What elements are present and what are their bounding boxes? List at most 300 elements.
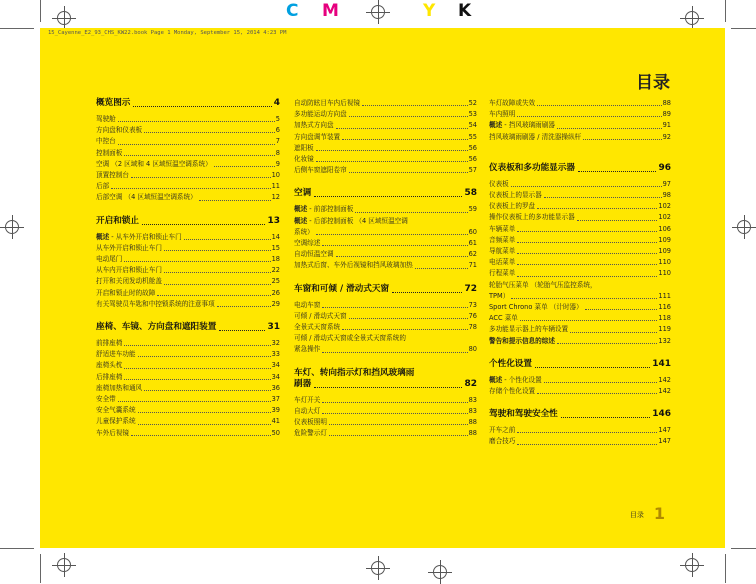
toc-section-heading[interactable] xyxy=(96,322,280,333)
leader-dots xyxy=(520,319,658,321)
crop-mark xyxy=(0,548,34,549)
entry-page-number: 32 xyxy=(271,339,280,348)
entry-label-wrap xyxy=(96,383,142,394)
entry-page-number: 56 xyxy=(468,143,477,152)
leader-dots xyxy=(544,196,662,198)
toc-entry[interactable] xyxy=(96,349,280,360)
entry-label-wrap xyxy=(96,136,116,147)
toc-entry[interactable] xyxy=(96,383,280,394)
leader-dots xyxy=(342,138,467,140)
registration-mark-icon xyxy=(52,553,76,577)
entry-page-number: 147 xyxy=(658,426,671,435)
toc-entry[interactable] xyxy=(294,216,477,238)
section-title: 开启和锁止 xyxy=(96,215,139,226)
entry-label-wrap xyxy=(489,212,575,223)
leader-dots xyxy=(138,423,271,425)
toc-entry[interactable] xyxy=(489,436,671,447)
entry-label: 仪表板照明 xyxy=(294,418,327,427)
entry-page-number: 9 xyxy=(275,159,280,168)
leader-dots xyxy=(537,392,657,394)
entry-label: 座椅头枕 xyxy=(96,361,123,370)
toc-section-heading[interactable] xyxy=(294,188,477,199)
toc-entry[interactable] xyxy=(96,338,280,349)
entry-page-number: 98 xyxy=(662,191,671,200)
entry-page-number: 132 xyxy=(658,336,671,345)
entry-page-number: 110 xyxy=(658,258,671,267)
entry-page-number: 92 xyxy=(662,132,671,141)
entry-label-wrap xyxy=(294,322,340,333)
toc-entry[interactable] xyxy=(96,254,280,265)
toc-entry[interactable] xyxy=(489,280,671,302)
registration-mark-icon xyxy=(366,0,390,24)
toc-entry[interactable] xyxy=(294,238,477,249)
entry-label: 车灯故障或失效 xyxy=(489,99,536,107)
toc-entry[interactable] xyxy=(294,395,477,406)
entry-label-wrap xyxy=(96,181,109,192)
entry-label: - 前部控制面板 xyxy=(307,205,354,214)
entry-label-wrap xyxy=(489,302,583,313)
entry-label: 导航菜单 xyxy=(489,247,516,256)
entry-page-number: 34 xyxy=(271,361,280,370)
entry-label: 警告和提示信息的综述 xyxy=(489,336,555,345)
entry-label-cont: 紧急操作 xyxy=(294,345,321,354)
section-page-number: 4 xyxy=(273,98,280,108)
entry-label-wrap xyxy=(96,243,162,254)
entry-label-cont: TPM） xyxy=(489,291,510,300)
leader-dots xyxy=(124,260,270,262)
yellow-mark: Y xyxy=(423,1,436,21)
entry-bold-prefix: 概述 xyxy=(294,205,308,214)
leader-dots xyxy=(511,185,662,187)
toc-entry[interactable] xyxy=(96,372,280,383)
entry-label: 车辆菜单 xyxy=(489,224,516,233)
entry-label: - 后部控制面板 （4 区域恒温空调 xyxy=(307,216,408,225)
entry-label-wrap xyxy=(294,417,327,428)
toc-section-heading[interactable] xyxy=(489,409,671,420)
entry-page-number: 15 xyxy=(271,243,280,252)
toc-entry[interactable] xyxy=(96,360,280,371)
toc-entry[interactable] xyxy=(96,136,280,147)
toc-entry[interactable] xyxy=(96,243,280,254)
entry-label: 后部空调 （4 区域恒温空调系统） xyxy=(96,193,197,202)
entry-line1 xyxy=(294,216,477,227)
crop-mark xyxy=(731,28,756,29)
entry-page-number: 5 xyxy=(275,115,280,123)
leader-dots xyxy=(517,241,657,243)
entry-page-number: 11 xyxy=(271,182,280,191)
entry-page-number: 91 xyxy=(662,121,671,130)
section-page-number: 96 xyxy=(658,162,671,173)
entry-label: 安全气囊系统 xyxy=(96,406,136,415)
leader-dots xyxy=(322,412,467,414)
entry-label-wrap xyxy=(96,349,136,360)
toc-entry[interactable] xyxy=(96,299,280,310)
entry-label-wrap xyxy=(96,428,129,439)
toc-entry[interactable] xyxy=(294,300,477,311)
entry-label: 全景式天窗系统 xyxy=(294,323,341,332)
leader-dots xyxy=(517,252,657,254)
entry-page-number: 33 xyxy=(271,350,280,359)
toc-entry[interactable] xyxy=(294,322,477,333)
entry-label: 电话菜单 xyxy=(489,258,516,267)
toc-entry[interactable] xyxy=(96,416,280,427)
leader-dots xyxy=(517,275,657,277)
section-title: 仪表板和多功能显示器 xyxy=(489,162,575,173)
toc-entry[interactable] xyxy=(96,114,280,125)
toc-entry[interactable] xyxy=(294,406,477,417)
entry-label: 方向盘和仪表板 xyxy=(96,126,143,135)
toc-entry[interactable] xyxy=(489,302,671,313)
entry-label: 音频菜单 xyxy=(489,235,516,244)
toc-section-heading[interactable] xyxy=(489,359,671,370)
leader-dots xyxy=(349,317,468,319)
toc-entry[interactable] xyxy=(96,428,280,439)
toc-entry[interactable] xyxy=(489,132,671,143)
entry-label-wrap xyxy=(294,165,347,176)
leader-dots xyxy=(578,170,657,172)
toc-section-heading[interactable] xyxy=(96,216,280,227)
entry-label: 从车内开启和锁止车门 xyxy=(96,266,162,275)
entry-label-wrap xyxy=(96,114,116,125)
entry-label: 后侧车窗遮阳卷帘 xyxy=(294,166,347,175)
leader-dots xyxy=(557,342,657,344)
entry-page-number: 52 xyxy=(468,99,477,107)
entry-label: 电动尾门 xyxy=(96,255,123,264)
entry-label: 磨合技巧 xyxy=(489,437,516,446)
toc-entry[interactable] xyxy=(489,179,671,190)
toc-entry[interactable] xyxy=(489,268,671,279)
entry-label-wrap xyxy=(489,436,515,447)
entry-label-wrap xyxy=(96,372,122,383)
section-page-number: 82 xyxy=(464,378,477,389)
leader-dots xyxy=(138,355,271,357)
entry-label: 行程菜单 xyxy=(489,269,516,278)
section-title-line2: 刷器 xyxy=(294,378,312,389)
entry-label: 顶置控制台 xyxy=(96,171,129,180)
leader-dots xyxy=(535,366,650,368)
entry-label: 后排座椅 xyxy=(96,372,123,381)
entry-page-number: 73 xyxy=(468,300,477,309)
entry-label-wrap xyxy=(96,394,116,405)
entry-label-wrap xyxy=(294,120,334,131)
toc-section-heading[interactable] xyxy=(294,284,477,295)
entry-page-number: 60 xyxy=(468,227,477,236)
leader-dots xyxy=(537,104,661,106)
entry-label-wrap xyxy=(489,324,568,335)
toc-entry[interactable] xyxy=(294,417,477,428)
entry-label-wrap xyxy=(489,246,515,257)
page-title: 目录 xyxy=(636,73,670,93)
entry-label-wrap xyxy=(294,311,347,322)
toc-entry[interactable] xyxy=(294,311,477,322)
leader-dots xyxy=(355,211,467,213)
toc-entry[interactable] xyxy=(294,98,477,109)
entry-bold-prefix: 概述 xyxy=(489,121,503,130)
entry-label-wrap xyxy=(96,170,129,181)
toc-section-heading[interactable] xyxy=(489,163,671,174)
leader-dots xyxy=(517,443,657,445)
entry-line1 xyxy=(489,280,671,291)
print-header: 15_Cayenne_E2_93_CHS_KW22.book Page 1 Monday, September 15, 2014 4:23 PM xyxy=(48,30,287,36)
entry-page-number: 111 xyxy=(658,291,671,300)
toc-entry[interactable] xyxy=(489,386,671,397)
entry-label: 控制面板 xyxy=(96,148,123,157)
toc-entry[interactable] xyxy=(294,154,477,165)
toc-entry[interactable] xyxy=(489,324,671,335)
toc-entry[interactable] xyxy=(489,224,671,235)
entry-page-number: 54 xyxy=(468,121,477,130)
leader-dots xyxy=(124,154,274,156)
entry-label: 车灯开关 xyxy=(294,395,321,404)
entry-label: 有关驾驶员车匙和中控锁系统的注意事项 xyxy=(96,299,215,308)
entry-label: 自动恒温空调 xyxy=(294,250,334,259)
leader-dots xyxy=(329,423,468,425)
entry-page-number: 102 xyxy=(658,202,671,211)
entry-page-number: 109 xyxy=(658,235,671,244)
entry-label: 遮阳板 xyxy=(294,143,314,152)
leader-dots xyxy=(118,143,275,145)
leader-dots xyxy=(336,255,468,257)
entry-page-number: 34 xyxy=(271,372,280,381)
entry-label: 轮胎气压菜单 （轮胎气压监控系统， xyxy=(489,280,597,289)
entry-page-number: 142 xyxy=(658,387,671,396)
toc-entry[interactable] xyxy=(294,109,477,120)
entry-label-wrap xyxy=(96,232,182,243)
leader-dots xyxy=(314,195,462,197)
entry-page-number: 109 xyxy=(658,247,671,256)
entry-label-wrap xyxy=(489,98,535,109)
leader-dots xyxy=(583,138,661,140)
leader-dots xyxy=(214,165,275,167)
section-title: 车窗和可倾 / 滑动式天窗 xyxy=(294,283,390,294)
entry-label: 自动防眩目车内后视镜 xyxy=(294,99,360,107)
toc-column-2 xyxy=(294,98,477,439)
toc-entry[interactable] xyxy=(96,148,280,159)
entry-page-number: 39 xyxy=(271,406,280,415)
entry-page-number: 61 xyxy=(468,239,477,248)
entry-label: 空调 （2 区域和 4 区域恒温空调系统） xyxy=(96,159,212,168)
toc-entry[interactable] xyxy=(489,425,671,436)
entry-label-wrap xyxy=(96,192,197,203)
leader-dots xyxy=(184,238,271,240)
toc-entry[interactable] xyxy=(96,265,280,276)
toc-entry[interactable] xyxy=(96,288,280,299)
entry-page-number: 14 xyxy=(271,232,280,241)
toc-entry[interactable] xyxy=(96,170,280,181)
entry-label-wrap xyxy=(489,179,509,190)
crop-mark xyxy=(725,554,726,583)
entry-label: 多功能显示器上的车辆设置 xyxy=(489,325,569,334)
toc-entry[interactable] xyxy=(489,246,671,257)
entry-label-wrap xyxy=(96,159,212,170)
leader-dots xyxy=(124,344,270,346)
toc-entry[interactable] xyxy=(489,212,671,223)
entry-page-number: 88 xyxy=(468,418,477,427)
cyan-mark: C xyxy=(286,1,299,21)
leader-dots xyxy=(329,434,468,436)
leader-dots xyxy=(316,160,468,162)
entry-label-wrap xyxy=(96,338,122,349)
toc-entry[interactable] xyxy=(294,120,477,131)
section-title: 个性化设置 xyxy=(489,358,532,369)
leader-dots xyxy=(217,305,271,307)
toc-entry[interactable] xyxy=(294,428,477,439)
entry-label: 驾驶舱 xyxy=(96,115,116,123)
leader-dots xyxy=(517,230,657,232)
toc-section-heading[interactable] xyxy=(96,98,280,109)
entry-label-wrap xyxy=(294,154,314,165)
entry-label: - 个性化设置 xyxy=(502,375,542,384)
entry-page-number: 12 xyxy=(271,193,280,202)
entry-label: 危险警示灯 xyxy=(294,429,327,438)
toc-entry[interactable] xyxy=(489,235,671,246)
section-title: 空调 xyxy=(294,188,312,199)
toc-entry[interactable] xyxy=(294,260,477,271)
toc-entry[interactable] xyxy=(96,405,280,416)
toc-entry[interactable] xyxy=(489,313,671,324)
leader-dots xyxy=(415,267,468,269)
entry-page-number: 8 xyxy=(275,148,280,157)
leader-dots xyxy=(316,233,468,235)
entry-label-wrap xyxy=(489,224,515,235)
entry-label-wrap xyxy=(489,268,515,279)
entry-label: 加热式方向盘 xyxy=(294,121,334,130)
leader-dots xyxy=(322,306,467,308)
leader-dots xyxy=(133,105,271,107)
leader-dots xyxy=(316,149,468,151)
entry-label-wrap xyxy=(294,428,327,439)
leader-dots xyxy=(570,331,657,333)
entry-label-wrap xyxy=(294,143,314,154)
entry-label-wrap xyxy=(489,386,535,397)
entry-page-number: 29 xyxy=(271,299,280,308)
toc-entry[interactable] xyxy=(489,336,671,347)
entry-label-wrap xyxy=(489,235,515,246)
entry-line1 xyxy=(294,333,477,344)
toc-entry[interactable] xyxy=(294,143,477,154)
leader-dots xyxy=(199,199,271,201)
entry-label: 挡风玻璃雨刷器 / 清洗器操纵杆 xyxy=(489,132,582,141)
entry-label: 仪表板上的罗盘 xyxy=(489,202,536,211)
entry-page-number: 78 xyxy=(468,323,477,332)
leader-dots xyxy=(219,329,265,331)
entry-label: 前排座椅 xyxy=(96,339,123,348)
toc-entry[interactable] xyxy=(489,257,671,268)
leader-dots xyxy=(336,127,468,129)
registration-mark-icon xyxy=(52,6,76,30)
entry-page-number: 25 xyxy=(271,277,280,286)
toc-entry[interactable] xyxy=(489,375,671,386)
toc-entry[interactable] xyxy=(96,181,280,192)
entry-label: 加热式后窗、车外后视镜和挡风玻璃加热 xyxy=(294,261,413,270)
entry-label-wrap xyxy=(294,132,340,143)
entry-label-wrap xyxy=(96,288,155,299)
leader-dots xyxy=(349,171,468,173)
toc-entry[interactable] xyxy=(489,98,671,109)
crop-mark xyxy=(725,0,726,22)
entry-label: 操作仪表板上的多功能显示器 xyxy=(489,213,575,222)
black-mark: K xyxy=(458,1,472,21)
toc-entry[interactable] xyxy=(96,276,280,287)
entry-page-number: 50 xyxy=(271,428,280,437)
entry-page-number: 7 xyxy=(275,137,280,146)
crop-mark xyxy=(0,28,34,29)
entry-label: 仪表板上的显示器 xyxy=(489,191,542,200)
entry-label: 仪表板 xyxy=(489,179,509,188)
entry-page-number: 110 xyxy=(658,269,671,278)
entry-label: 方向盘调节装置 xyxy=(294,132,341,141)
entry-label-wrap xyxy=(294,249,334,260)
entry-label-wrap xyxy=(489,257,515,268)
toc-section-heading[interactable] xyxy=(294,368,477,390)
entry-bold-prefix: 概述 xyxy=(96,232,110,241)
leader-dots xyxy=(164,283,271,285)
toc-entry[interactable] xyxy=(489,190,671,201)
entry-page-number: 10 xyxy=(271,171,280,180)
toc-entry[interactable] xyxy=(294,249,477,260)
toc-entry[interactable] xyxy=(294,333,477,355)
toc-entry[interactable] xyxy=(96,125,280,136)
entry-line2 xyxy=(294,227,477,238)
toc-entry[interactable] xyxy=(96,232,280,243)
entry-label-wrap xyxy=(294,260,413,271)
entry-label-wrap xyxy=(96,360,122,371)
entry-page-number: 55 xyxy=(468,132,477,141)
entry-label: 车外后视镜 xyxy=(96,428,129,437)
entry-label-wrap xyxy=(96,276,162,287)
entry-label-wrap xyxy=(294,395,320,406)
entry-label: 打开和关闭发动机舱盖 xyxy=(96,277,162,286)
crop-mark xyxy=(731,548,756,549)
entry-label: 可倾 / 滑动式天窗 xyxy=(294,311,347,320)
entry-page-number: 118 xyxy=(658,314,671,323)
entry-page-number: 18 xyxy=(271,255,280,264)
leader-dots xyxy=(118,400,271,402)
entry-label: - 挡风玻璃雨刷器 xyxy=(502,121,555,130)
leader-dots xyxy=(157,294,270,296)
toc-entry[interactable] xyxy=(489,201,671,212)
toc-entry[interactable] xyxy=(96,159,280,170)
leader-dots xyxy=(392,291,462,293)
entry-label-cont: 系统） xyxy=(294,227,314,236)
entry-label-wrap xyxy=(294,109,347,120)
toc-entry[interactable] xyxy=(96,394,280,405)
entry-page-number: 88 xyxy=(662,99,671,107)
toc-entry[interactable] xyxy=(294,165,477,176)
entry-label: 可倾 / 滑动式天窗或全景式天窗系统的 xyxy=(294,334,406,343)
entry-label: 座椅加热和通风 xyxy=(96,383,143,392)
section-page-number: 58 xyxy=(464,188,477,199)
entry-label-wrap xyxy=(489,190,542,201)
leader-dots xyxy=(124,367,270,369)
registration-mark-icon xyxy=(366,556,390,580)
toc-entry[interactable] xyxy=(294,132,477,143)
entry-label-wrap xyxy=(489,109,515,120)
toc-entry[interactable] xyxy=(294,204,477,215)
entry-label: 中控台 xyxy=(96,137,116,146)
entry-page-number: 142 xyxy=(658,375,671,384)
leader-dots xyxy=(322,244,467,246)
toc-entry[interactable] xyxy=(96,192,280,203)
registration-mark-icon xyxy=(680,6,704,30)
entry-page-number: 53 xyxy=(468,110,477,119)
entry-page-number: 76 xyxy=(468,311,477,320)
entry-page-number: 116 xyxy=(658,303,671,312)
leader-dots xyxy=(362,104,468,106)
toc-entry[interactable] xyxy=(489,109,671,120)
toc-entry[interactable] xyxy=(489,120,671,131)
entry-label-wrap xyxy=(489,120,555,131)
